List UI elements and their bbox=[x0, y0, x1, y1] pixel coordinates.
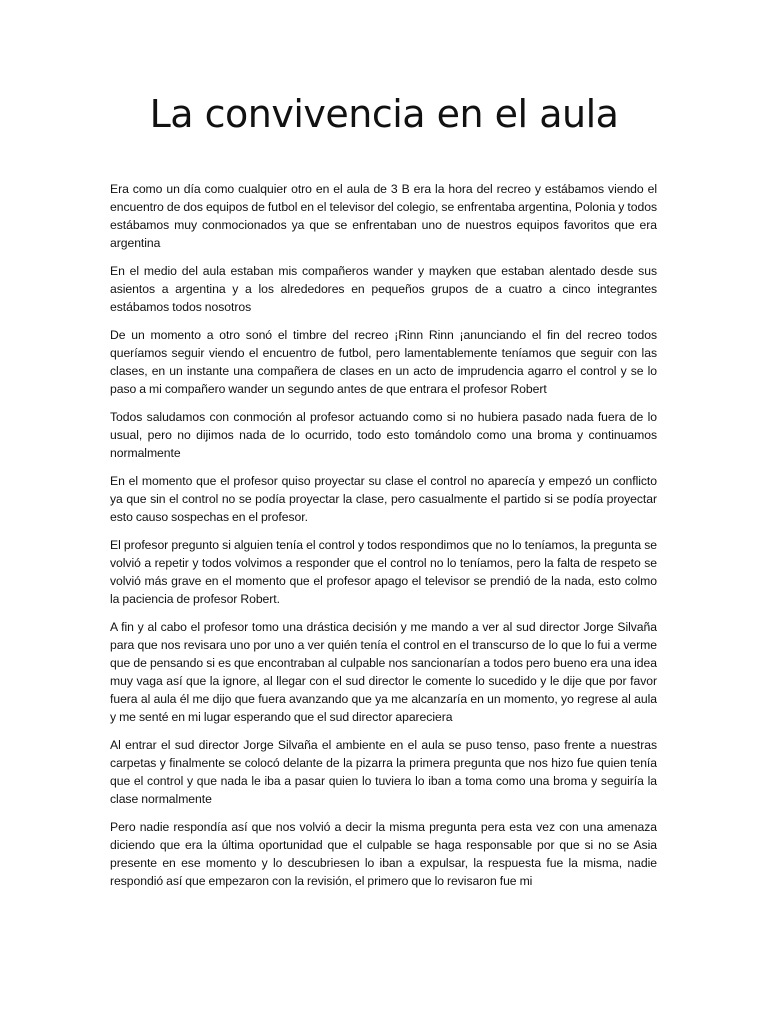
paragraph-8: Al entrar el sud director Jorge Silvaña el ambiente en el aula se puso tenso, paso frente a nuestras carpetas y finalmente se colocó delante de la pizarra la primera pregunta que nos hizo fue quien tenía que el control y que nada le iba a pasar quien lo tuviera lo iban a toma como una broma y seguiría la clase normalmente bbox=[110, 738, 657, 806]
paragraph-2: En el medio del aula estaban mis compañeros wander y mayken que estaban alentado desde sus asientos a argentina y a los alrededores en pequeños grupos de a cuatro a cinco integrantes estábamos todos nosotros bbox=[110, 264, 657, 314]
document-title: La convivencia en el aula bbox=[149, 92, 619, 136]
document-body bbox=[110, 180, 657, 900]
paragraph-6: El profesor pregunto si alguien tenía el control y todos respondimos que no lo teníamos, la pregunta se volvió a repetir y todos volvimos a responder que el control no lo teníamos, pero la falta de respeto se volvió más grave en el momento que el profesor apago el televisor se prendió de la nada, esto colmo la paciencia de profesor Robert. bbox=[110, 538, 657, 606]
paragraph-4: Todos saludamos con conmoción al profesor actuando como si no hubiera pasado nada fuera de lo usual, pero no dijimos nada de lo ocurrido, todo esto tomándolo como una broma y continuamos normalmente bbox=[110, 410, 657, 460]
paragraph-5: En el momento que el profesor quiso proyectar su clase el control no aparecía y empezó un conflicto ya que sin el control no se podía proyectar la clase, pero casualmente el partido si se podía proyectar esto causo sospechas en el profesor. bbox=[110, 474, 657, 524]
paragraph-3: De un momento a otro sonó el timbre del recreo ¡Rinn Rinn ¡anunciando el fin del recreo todos queríamos seguir viendo el encuentro de futbol, pero lamentablemente teníamos que seguir con las clases, en un instante una compañera de clases en un acto de imprudencia agarro el control y se lo paso a mi compañero wander un segundo antes de que entrara el profesor Robert bbox=[110, 328, 657, 396]
paragraph-9: Pero nadie respondía así que nos volvió a decir la misma pregunta pera esta vez con una amenaza diciendo que era la última oportunidad que el culpable se haga responsable por que si no se Asia presente en ese momento y lo descubriesen lo iban a expulsar, la respuesta fue la misma, nadie respondió así que empezaron con la revisión, el primero que lo revisaron fue mi bbox=[110, 820, 657, 888]
paragraph-1: Era como un día como cualquier otro en el aula de 3 B era la hora del recreo y estábamos viendo el encuentro de dos equipos de futbol en el televisor del colegio, se enfrentaba argentina, Polonia y todos estábamos muy conmocionados ya que se enfrentaban uno de nuestros equipos favoritos que era argentina bbox=[110, 182, 657, 250]
paragraph-7: A fin y al cabo el profesor tomo una drástica decisión y me mando a ver al sud director Jorge Silvaña para que nos revisara uno por uno a ver quién tenía el control en el transcurso de lo que lo fui a verme que de pensando si es que encontraban al culpable nos sancionarían a todos pero bueno era una idea muy vaga así que la ignore, al llegar con el sud director le comente lo sucedido y le dije que por favor fuera al aula él me dijo que fuera avanzando que ya me alcanzaría en un momento, yo regrese al aula y me senté en mi lugar esperando que el sud director apareciera bbox=[110, 620, 657, 724]
